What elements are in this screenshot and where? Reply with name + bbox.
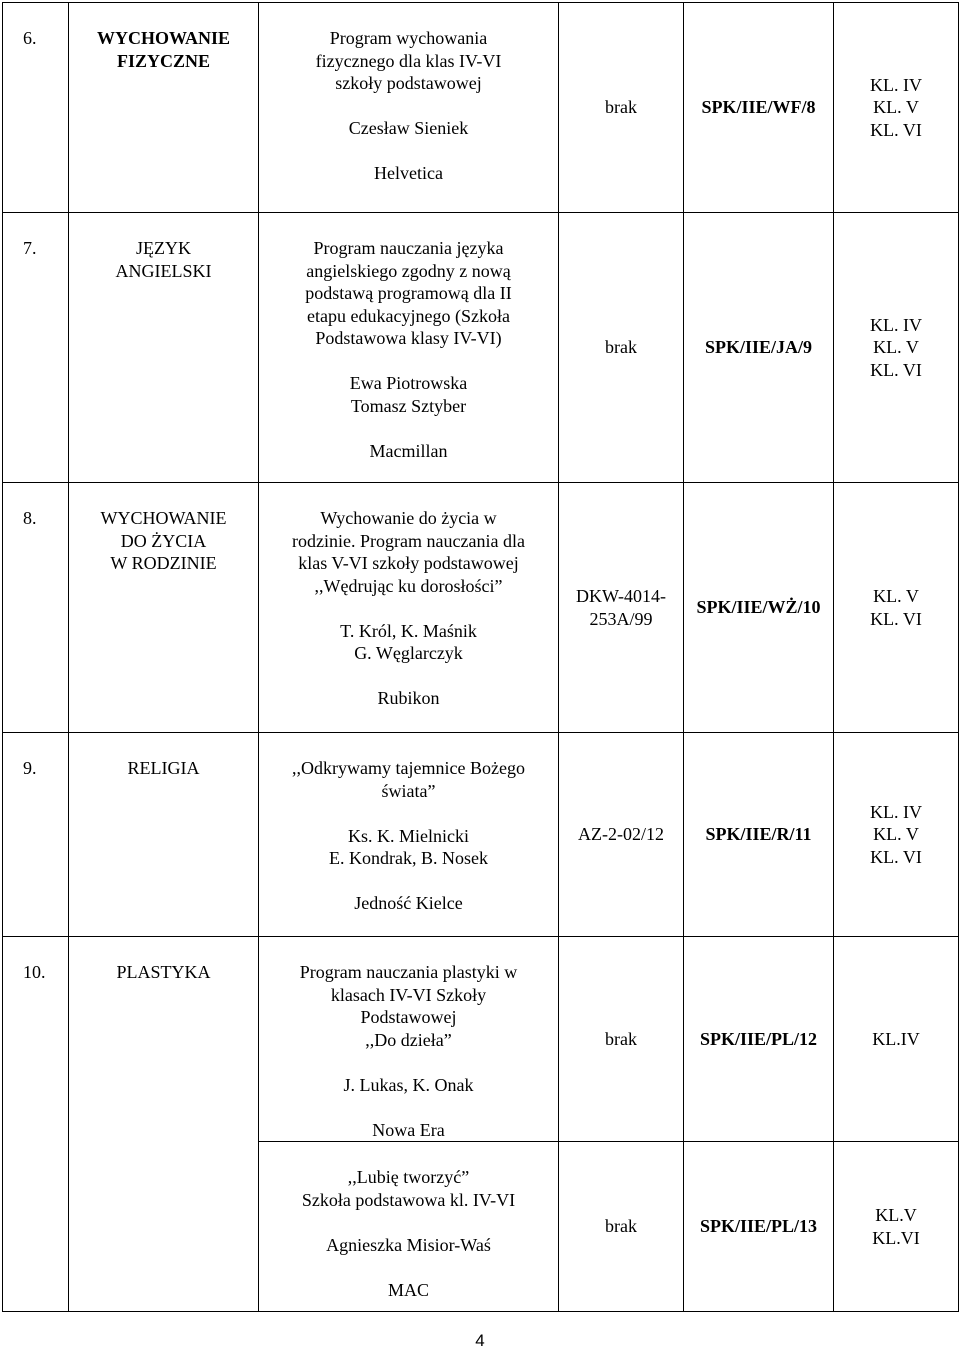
- program-line: podstawą programową dla II: [305, 283, 512, 303]
- subject-line: RELIGIA: [127, 758, 200, 778]
- table-row: [3, 733, 959, 937]
- row-number: 6.: [3, 3, 69, 213]
- class-levels-cell: [834, 483, 959, 733]
- program-line: Tomasz Sztyber: [350, 395, 467, 416]
- page-number: 4: [475, 1331, 485, 1350]
- class-level: KL. V: [873, 824, 919, 845]
- subject-line: FIZYCZNE: [116, 50, 210, 71]
- program-line: Szkoła podstawowa kl. IV-VI: [301, 1189, 516, 1210]
- program-line: ,,Lubię tworzyć”: [347, 1167, 470, 1187]
- class-levels-cell: [834, 213, 959, 483]
- subject-cell: [69, 3, 259, 213]
- subject-line: WYCHOWANIE: [100, 508, 227, 528]
- curriculum-table: [2, 2, 959, 1312]
- spk-number-cell: SPK/IIE/JA/9: [684, 213, 834, 483]
- program-line: Program nauczania plastyki w: [299, 962, 518, 982]
- subject-line: DO ŻYCIA: [120, 530, 207, 551]
- program-line: Macmillan: [369, 440, 448, 461]
- spk-number-cell: SPK/IIE/WF/8: [684, 3, 834, 213]
- subject-cell: [69, 733, 259, 937]
- table-row: [3, 937, 959, 1142]
- program-line: fizycznego dla klas IV-VI: [315, 50, 502, 71]
- class-level: KL. VI: [870, 119, 922, 140]
- class-level: KL. IV: [870, 314, 922, 335]
- subject-cell: [69, 937, 259, 1312]
- class-level: KL. V: [873, 586, 919, 606]
- program-line: klas V-VI szkoły podstawowej: [298, 553, 519, 573]
- program-cell: [259, 937, 559, 1142]
- program-line: T. Król, K. Maśnik: [340, 620, 477, 641]
- program-line: klasach IV-VI Szkoły: [330, 984, 487, 1005]
- subject-cell: [69, 483, 259, 733]
- row-number: 9.: [3, 733, 69, 937]
- program-line: ,,Wędrując ku dorosłości”: [314, 575, 503, 596]
- program-line: ,,Odkrywamy tajemnice Bożego: [292, 758, 525, 778]
- class-level: KL. VI: [870, 846, 922, 867]
- subject-line: WYCHOWANIE: [96, 28, 230, 48]
- class-level: KL.V: [875, 1205, 917, 1225]
- table-row: [3, 213, 959, 483]
- program-line: Program nauczania języka: [313, 238, 504, 258]
- program-line: szkoły podstawowej: [335, 73, 482, 93]
- program-line: ,,Do dzieła”: [365, 1029, 452, 1050]
- spk-number-cell: SPK/IIE/PL/12: [684, 937, 834, 1142]
- dopuszczenie-cell: DKW-4014- 253A/99: [559, 483, 684, 733]
- spk-number-cell: SPK/IIE/WŻ/10: [684, 483, 834, 733]
- program-line: świata”: [381, 780, 436, 801]
- program-cell: [259, 213, 559, 483]
- class-levels-cell: [834, 733, 959, 937]
- spk-number-cell: SPK/IIE/R/11: [684, 733, 834, 937]
- subject-cell: [69, 213, 259, 483]
- program-line: E. Kondrak, B. Nosek: [329, 848, 488, 868]
- subject-line: ANGIELSKI: [115, 260, 212, 281]
- subject-line: PLASTYKA: [116, 962, 211, 982]
- dopuszczenie-cell: AZ-2-02/12: [559, 733, 684, 937]
- class-level: KL. IV: [870, 74, 922, 95]
- row-number: 8.: [3, 483, 69, 733]
- program-line: Wychowanie do życia w: [320, 508, 497, 528]
- program-line: rodzinie. Program nauczania dla: [292, 530, 525, 551]
- program-line: Rubikon: [377, 688, 440, 708]
- class-level: KL. V: [873, 97, 919, 118]
- class-level: KL.IV: [872, 1028, 920, 1049]
- dopuszczenie-cell: brak: [559, 1142, 684, 1312]
- subject-line: JĘZYK: [136, 238, 191, 258]
- program-line: Jedność Kielce: [354, 893, 463, 913]
- program-line: etapu edukacyjnego (Szkoła: [307, 305, 510, 326]
- class-level: KL. IV: [870, 801, 922, 822]
- class-level: KL.VI: [872, 1227, 920, 1248]
- program-line: Podstawowej: [360, 1007, 457, 1027]
- program-line: Ewa Piotrowska: [349, 373, 468, 393]
- table-row: [3, 3, 959, 213]
- row-number: 10.: [3, 937, 69, 1312]
- program-cell: [259, 733, 559, 937]
- spk-number-cell: SPK/IIE/PL/13: [684, 1142, 834, 1312]
- program-line: G. Węglarczyk: [354, 643, 463, 663]
- class-level: KL. V: [873, 337, 919, 358]
- program-line: Czesław Sieniek: [348, 118, 469, 138]
- program-cell: [259, 483, 559, 733]
- subject-line: W RODZINIE: [110, 553, 217, 573]
- program-cell: [259, 3, 559, 213]
- program-line: Ks. K. Mielnicki: [348, 825, 469, 846]
- program-cell: [259, 1142, 559, 1312]
- class-levels-cell: [834, 1142, 959, 1312]
- dopuszczenie-cell: brak: [559, 937, 684, 1142]
- program-line: Agnieszka Misior-Waś: [326, 1234, 491, 1255]
- program-line: Program wychowania: [329, 28, 488, 48]
- row-number: 7.: [3, 213, 69, 483]
- program-line: Podstawowa klasy IV-VI): [315, 328, 502, 348]
- table-row: [3, 483, 959, 733]
- program-line: J. Lukas, K. Onak: [343, 1074, 474, 1095]
- program-line: Helvetica: [374, 163, 443, 183]
- class-levels-cell: [834, 937, 959, 1142]
- dopuszczenie-cell: brak: [559, 213, 684, 483]
- class-level: KL. VI: [870, 359, 922, 380]
- program-line: angielskiego zgodny z nową: [306, 260, 511, 281]
- program-line: Nowa Era: [372, 1119, 445, 1140]
- class-levels-cell: [834, 3, 959, 213]
- program-line: MAC: [387, 1279, 429, 1300]
- class-level: KL. VI: [870, 608, 922, 629]
- dopuszczenie-cell: brak: [559, 3, 684, 213]
